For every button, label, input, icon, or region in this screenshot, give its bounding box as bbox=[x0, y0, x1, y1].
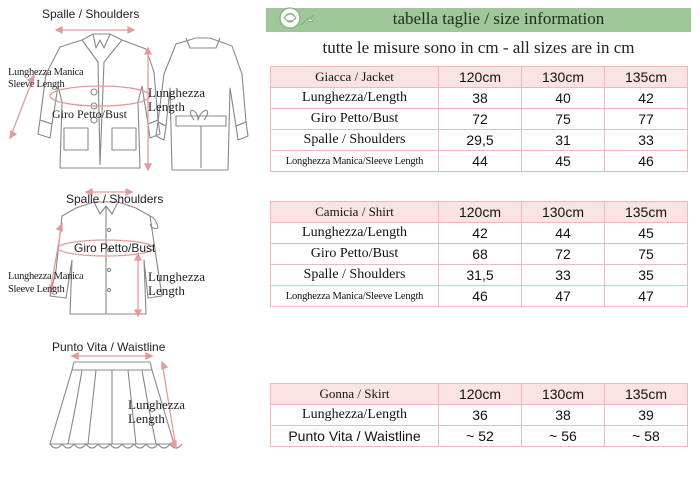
table-row bbox=[271, 244, 688, 265]
shirt-bust-label: Giro Petto/Bust bbox=[74, 241, 156, 255]
table-header-row bbox=[271, 202, 688, 223]
table-header-row bbox=[271, 384, 688, 405]
skirt-length-label-it: Lunghezza bbox=[128, 397, 186, 412]
table-cell: 130cm bbox=[522, 202, 605, 223]
table-cell: 135cm bbox=[605, 384, 688, 405]
table-cell: 47 bbox=[605, 286, 688, 307]
table-cell: 46 bbox=[439, 286, 522, 307]
table-cell: 29,5 bbox=[439, 130, 522, 151]
table-header-row bbox=[271, 67, 688, 88]
table-row bbox=[271, 223, 688, 244]
skirt-length-label-en: Length bbox=[128, 411, 165, 426]
page-title: tabella taglie / size information bbox=[392, 9, 605, 28]
table-cell: 120cm bbox=[439, 384, 522, 405]
table-cell: 72 bbox=[522, 244, 605, 265]
jacket-length-label-en: Length bbox=[148, 99, 185, 114]
table-cell: 42 bbox=[439, 223, 522, 244]
table-cell: 36 bbox=[439, 405, 522, 426]
table-row bbox=[271, 88, 688, 109]
table-cell: Giro Petto/Bust bbox=[271, 244, 439, 265]
shirt-length-label-it: Lunghezza bbox=[148, 269, 206, 284]
table-cell: 135cm bbox=[605, 67, 688, 88]
table-cell: ~ 52 bbox=[439, 426, 522, 447]
table-cell: 31 bbox=[522, 130, 605, 151]
table-cell: Camicia / Shirt bbox=[271, 202, 439, 223]
table-row bbox=[271, 130, 688, 151]
table-cell: Longhezza Manica/Sleeve Length bbox=[271, 286, 439, 307]
table-cell: Giro Petto/Bust bbox=[271, 109, 439, 130]
table-cell: 130cm bbox=[522, 67, 605, 88]
table-cell: 45 bbox=[522, 151, 605, 172]
shirt-size-table bbox=[270, 201, 688, 307]
jacket-length-label-it: Lunghezza bbox=[148, 85, 206, 100]
table-cell: Spalle / Shoulders bbox=[271, 265, 439, 286]
table-cell: 38 bbox=[522, 405, 605, 426]
table-cell: Punto Vita / Waistline bbox=[271, 426, 439, 447]
shirt-length-label-en: Length bbox=[148, 283, 185, 298]
table-cell: 45 bbox=[605, 223, 688, 244]
jacket-bust-label: Giro Petto/Bust bbox=[52, 107, 128, 121]
table-cell: 135cm bbox=[605, 202, 688, 223]
jacket-size-table bbox=[270, 66, 688, 172]
table-cell: Gonna / Skirt bbox=[271, 384, 439, 405]
table-cell: 130cm bbox=[522, 384, 605, 405]
table-row bbox=[271, 265, 688, 286]
table-cell: 77 bbox=[605, 109, 688, 130]
table-cell: 40 bbox=[522, 88, 605, 109]
jacket-shoulders-label: Spalle / Shoulders bbox=[42, 7, 140, 21]
table-cell: Spalle / Shoulders bbox=[271, 130, 439, 151]
table-cell: 35 bbox=[605, 265, 688, 286]
table-row bbox=[271, 286, 688, 307]
table-cell: 42 bbox=[605, 88, 688, 109]
table-cell: 120cm bbox=[439, 202, 522, 223]
table-cell: 31,5 bbox=[439, 265, 522, 286]
skirt-size-table bbox=[270, 383, 688, 447]
table-cell: Lunghezza/Length bbox=[271, 405, 439, 426]
jacket-sleeve-label-it: Lunghezza Manica bbox=[8, 67, 84, 78]
table-cell: 44 bbox=[522, 223, 605, 244]
page-subtitle: tutte le misure sono in cm - all sizes are in cm bbox=[322, 38, 635, 57]
table-cell: 39 bbox=[605, 405, 688, 426]
shirt-sleeve-label-en: Sleeve Length bbox=[8, 284, 65, 295]
table-cell: 72 bbox=[439, 109, 522, 130]
table-cell: Lunghezza/Length bbox=[271, 88, 439, 109]
table-row bbox=[271, 109, 688, 130]
table-row bbox=[271, 405, 688, 426]
table-cell: Lunghezza/Length bbox=[271, 223, 439, 244]
shirt-sleeve-label-it: Lunghezza Manica bbox=[8, 271, 84, 282]
table-row bbox=[271, 426, 688, 447]
table-cell: 120cm bbox=[439, 67, 522, 88]
jacket-sleeve-label-en: Sleeve Length bbox=[8, 79, 65, 90]
table-cell: 44 bbox=[439, 151, 522, 172]
table-cell: Giacca / Jacket bbox=[271, 67, 439, 88]
shirt-shoulders-label: Spalle / Shoulders bbox=[66, 192, 164, 206]
table-cell: 47 bbox=[522, 286, 605, 307]
table-cell: 46 bbox=[605, 151, 688, 172]
table-cell: 75 bbox=[605, 244, 688, 265]
table-cell: 68 bbox=[439, 244, 522, 265]
table-cell: Longhezza Manica/Sleeve Length bbox=[271, 151, 439, 172]
table-row bbox=[271, 151, 688, 172]
table-cell: ~ 58 bbox=[605, 426, 688, 447]
table-cell: ~ 56 bbox=[522, 426, 605, 447]
table-cell: 33 bbox=[522, 265, 605, 286]
table-cell: 38 bbox=[439, 88, 522, 109]
table-cell: 33 bbox=[605, 130, 688, 151]
table-cell: 75 bbox=[522, 109, 605, 130]
skirt-waist-label: Punto Vita / Waistline bbox=[52, 340, 166, 354]
